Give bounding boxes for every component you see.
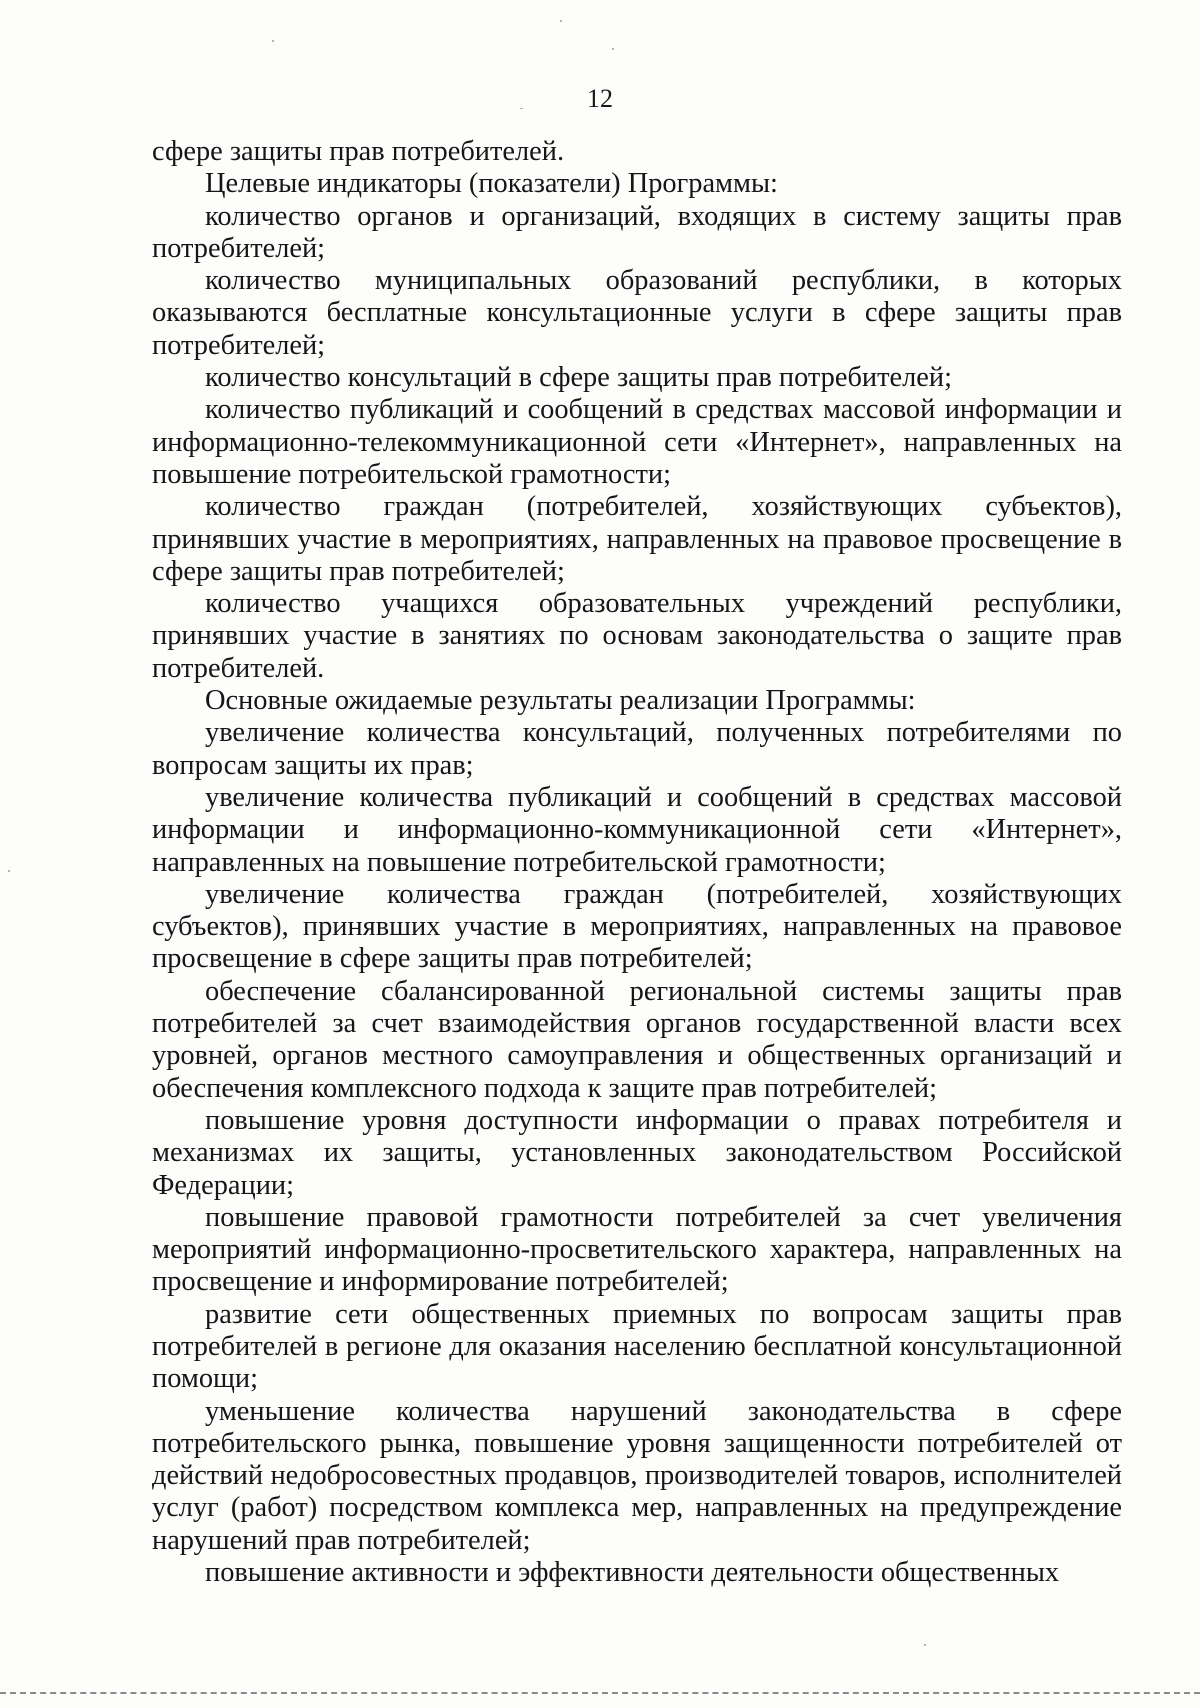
paragraph: Целевые индикаторы (показатели) Программы: [205, 168, 778, 200]
paragraph: увеличение количества граждан (потребителей, хозяйствующих субъектов), принявших участие в мероприятиях, направленных на правовое просвещение в сфере защиты прав потребителей; [152, 878, 1122, 975]
paragraph: количество муниципальных образований республики, в которых оказываются бесплатные консультационные услуги в сфере защиты прав потребителей; [152, 265, 1122, 361]
paragraph: увеличение количества публикаций и сообщений в средствах массовой информации и информационно-коммуникационной сети «Интернет», направленных на повышение потребительской грамотности; [152, 781, 1122, 878]
scan-speck [8, 870, 10, 872]
paragraph: количество учащихся образовательных учреждений республики, принявших участие в занятиях по основам законодательства о защите прав потребителей. [152, 588, 1122, 684]
paragraph: повышение уровня доступности информации о правах потребителя и механизмах их защиты, установленных законодательством Российской Федерации; [152, 1104, 1122, 1201]
paragraph: развитие сети общественных приемных по вопросам защиты прав потребителей в регионе для оказания населению бесплатной консультационной помощи; [152, 1298, 1122, 1395]
scan-speck [560, 20, 562, 22]
paragraph: повышение активности и эффективности деятельности общественных [205, 1557, 1060, 1589]
paragraph: Основные ожидаемые результаты реализации Программы: [205, 685, 916, 717]
scan-speck [924, 1644, 926, 1646]
paragraph: обеспечение сбалансированной региональной системы защиты прав потребителей за счет взаимодействия органов государственной власти всех уровней, органов местного самоуправления и общественных организаций и обеспечения комплексного подхода к защите прав потребителей; [152, 975, 1122, 1104]
scan-speck [272, 40, 274, 42]
page-number: 12 [587, 84, 613, 113]
paragraph: уменьшение количества нарушений законодательства в сфере потребительского рынка, повышение уровня защищенности потребителей от действий недобросовестных продавцов, производителей товаров, исполнителей услуг (работ) посредством комплекса мер, направленных на предупреждение нарушений прав потребителей; [152, 1395, 1122, 1556]
paragraph: повышение правовой грамотности потребителей за счет увеличения мероприятий информационно-просветительского характера, направленных на просвещение и информирование потребителей; [152, 1201, 1122, 1298]
paragraph: количество публикаций и сообщений в средствах массовой информации и информационно-телекоммуникационной сети «Интернет», направленных на повышение потребительской грамотности; [152, 394, 1122, 490]
paragraph: количество органов и организаций, входящих в систему защиты прав потребителей; [152, 200, 1122, 264]
paragraph: количество консультаций в сфере защиты прав потребителей; [205, 362, 952, 394]
scan-speck [612, 48, 614, 50]
scan-bottom-edge [0, 1692, 1200, 1694]
scan-speck [520, 108, 523, 109]
paragraph: увеличение количества консультаций, полученных потребителями по вопросам защиты их прав; [152, 717, 1122, 781]
paragraph: сфере защиты прав потребителей. [152, 136, 565, 167]
document-body [152, 136, 1122, 1589]
paragraph: количество граждан (потребителей, хозяйствующих субъектов), принявших участие в мероприятиях, направленных на правовое просвещение в сфере защиты прав потребителей; [152, 491, 1122, 587]
